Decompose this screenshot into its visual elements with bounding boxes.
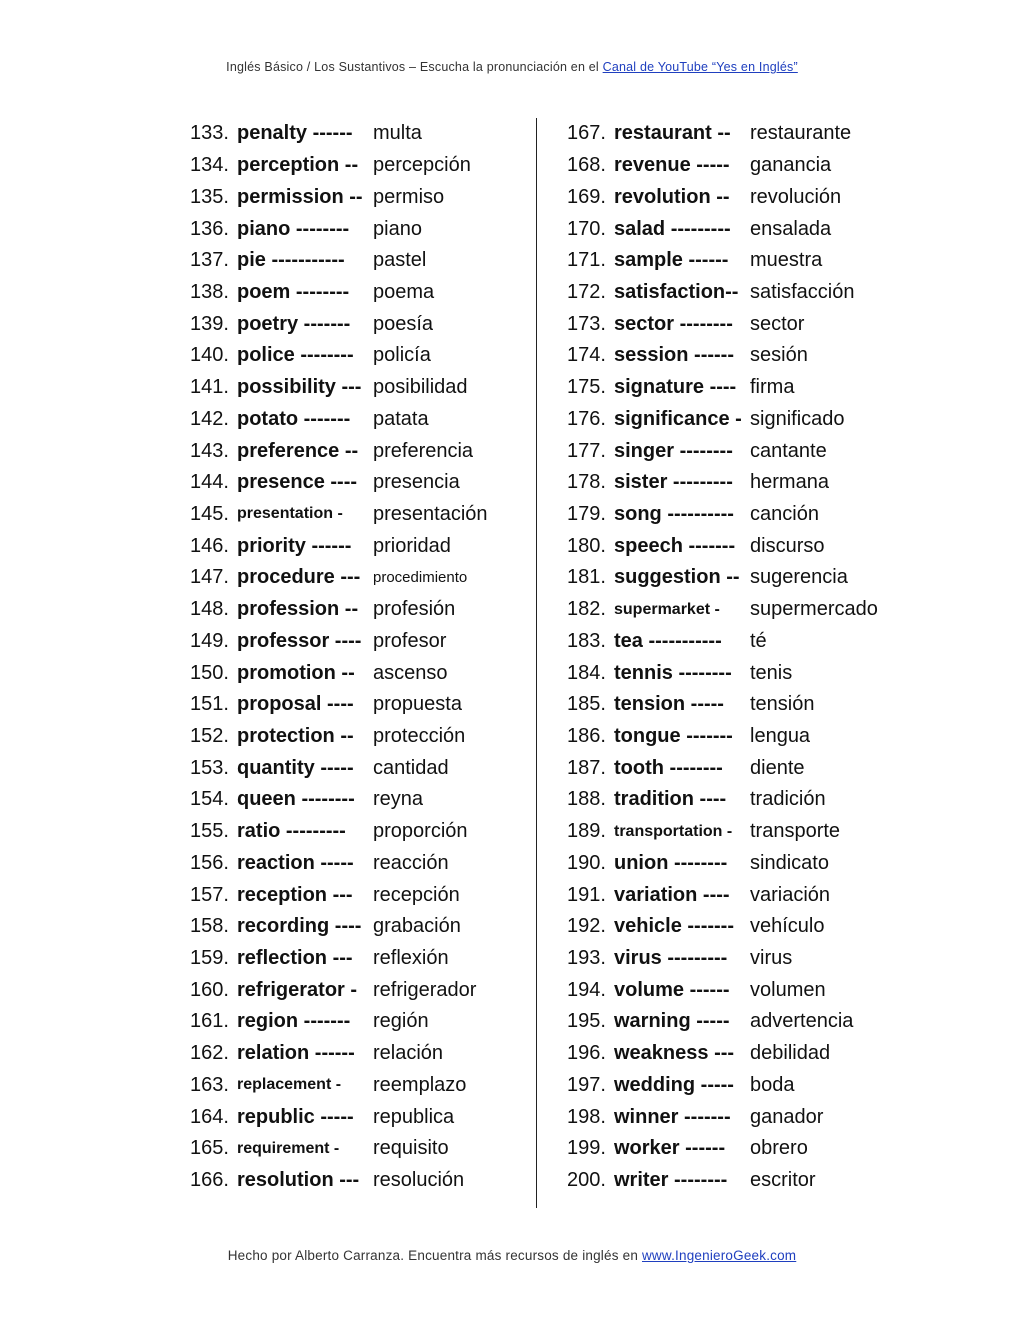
item-number: 198. — [567, 1105, 606, 1128]
item-number: 140. — [190, 344, 229, 367]
vocab-row — [567, 467, 907, 499]
item-number: 137. — [190, 249, 229, 272]
english-word: requirement - — [237, 1139, 340, 1157]
english-word: supermarket - — [614, 600, 720, 618]
vocab-row — [190, 879, 535, 911]
english-word: satisfaction-- — [614, 280, 739, 303]
spanish-translation: cantidad — [373, 756, 449, 779]
vocab-row — [567, 879, 907, 911]
spanish-translation: propuesta — [373, 693, 462, 716]
english-word: revolution -- — [614, 185, 730, 208]
english-word: virus --------- — [614, 947, 728, 970]
item-number: 187. — [567, 756, 606, 779]
english-word: tennis -------- — [614, 661, 732, 684]
spanish-translation: transporte — [750, 820, 841, 843]
spanish-translation: profesor — [373, 629, 447, 652]
spanish-translation: debilidad — [750, 1042, 831, 1065]
item-number: 138. — [190, 280, 229, 303]
vocab-row — [190, 1165, 535, 1197]
item-number: 135. — [190, 185, 229, 208]
vocab-row — [190, 562, 535, 594]
vocab-row — [190, 594, 535, 626]
item-number: 186. — [567, 725, 606, 748]
spanish-translation: sector — [750, 312, 805, 335]
english-word: potato ------- — [237, 407, 351, 430]
vocab-row — [567, 974, 907, 1006]
spanish-translation: revolución — [750, 185, 842, 208]
item-number: 168. — [567, 154, 606, 177]
vocab-row — [567, 1070, 907, 1102]
item-number: 175. — [567, 376, 606, 399]
vocab-row — [567, 213, 907, 245]
english-word: writer -------- — [614, 1169, 728, 1192]
item-number: 170. — [567, 217, 606, 240]
item-number: 154. — [190, 788, 229, 811]
vocab-row — [567, 118, 907, 150]
vocab-row — [567, 689, 907, 721]
spanish-translation: ganador — [750, 1105, 824, 1128]
spanish-translation: percepción — [373, 154, 471, 177]
english-word: session ------ — [614, 344, 734, 367]
vocab-row — [567, 816, 907, 848]
english-word: revenue ----- — [614, 154, 730, 177]
spanish-translation: recepción — [373, 883, 460, 906]
vocab-row — [190, 277, 535, 309]
english-word: tradition ---- — [614, 788, 727, 811]
vocab-row — [567, 721, 907, 753]
vocab-row — [190, 308, 535, 340]
english-word: suggestion -- — [614, 566, 740, 589]
spanish-translation: virus — [750, 947, 793, 970]
english-word: republic ----- — [237, 1105, 354, 1128]
item-number: 167. — [567, 122, 606, 145]
english-word: pie ----------- — [237, 249, 345, 272]
spanish-translation: profesión — [373, 598, 456, 621]
page-header — [0, 60, 1024, 74]
item-number: 166. — [190, 1169, 229, 1192]
spanish-translation: canción — [750, 502, 819, 525]
vocab-row — [567, 308, 907, 340]
english-word: tension ----- — [614, 693, 724, 716]
spanish-translation: presencia — [373, 471, 460, 494]
english-word: penalty ------ — [237, 122, 353, 145]
spanish-translation: multa — [373, 122, 422, 145]
item-number: 145. — [190, 502, 229, 525]
english-word: vehicle ------- — [614, 915, 734, 938]
item-number: 152. — [190, 725, 229, 748]
vocabulary-list-right — [567, 118, 907, 1196]
spanish-translation: posibilidad — [373, 376, 468, 399]
english-word: union -------- — [614, 851, 728, 874]
spanish-translation: reacción — [373, 851, 449, 874]
item-number: 196. — [567, 1042, 606, 1065]
english-word: police -------- — [237, 344, 354, 367]
item-number: 177. — [567, 439, 606, 462]
vocab-row — [567, 150, 907, 182]
vocab-row — [567, 499, 907, 531]
vocab-row — [190, 848, 535, 880]
english-word: protection -- — [237, 725, 354, 748]
vocab-row — [567, 277, 907, 309]
item-number: 193. — [567, 947, 606, 970]
vocab-row — [190, 626, 535, 658]
item-number: 149. — [190, 629, 229, 652]
vocab-row — [567, 943, 907, 975]
english-word: salad --------- — [614, 217, 731, 240]
item-number: 173. — [567, 312, 606, 335]
spanish-translation: poesía — [373, 312, 434, 335]
english-word: resolution --- — [237, 1169, 360, 1192]
english-word: professor ---- — [237, 629, 362, 652]
spanish-translation: grabación — [373, 915, 461, 938]
english-word: speech ------- — [614, 534, 736, 557]
vocab-row — [190, 1038, 535, 1070]
english-word: variation ---- — [614, 883, 730, 906]
spanish-translation: reyna — [373, 788, 424, 811]
item-number: 169. — [567, 185, 606, 208]
spanish-translation: sugerencia — [750, 566, 848, 589]
english-word: preference -- — [237, 439, 359, 462]
item-number: 191. — [567, 883, 606, 906]
item-number: 200. — [567, 1169, 606, 1192]
vocab-row — [190, 467, 535, 499]
english-word: tea ----------- — [614, 629, 722, 652]
vocab-row — [190, 213, 535, 245]
spanish-translation: significado — [750, 407, 845, 430]
vocab-row — [567, 1101, 907, 1133]
spanish-translation: permiso — [373, 185, 445, 208]
vocab-row — [190, 150, 535, 182]
vocab-row — [190, 1101, 535, 1133]
spanish-translation: piano — [373, 217, 422, 240]
english-word: region ------- — [237, 1010, 351, 1033]
vocab-row — [190, 1070, 535, 1102]
english-word: winner ------- — [614, 1105, 731, 1128]
item-number: 181. — [567, 566, 606, 589]
spanish-translation: tradición — [750, 788, 826, 811]
spanish-translation: refrigerador — [373, 978, 477, 1001]
vocab-row — [567, 657, 907, 689]
spanish-translation: pastel — [373, 249, 427, 272]
item-number: 146. — [190, 534, 229, 557]
vocab-row — [190, 1133, 535, 1165]
english-word: priority ------ — [237, 534, 352, 557]
spanish-translation: región — [373, 1010, 429, 1033]
spanish-translation: prioridad — [373, 534, 451, 557]
item-number: 151. — [190, 693, 229, 716]
vocab-row — [190, 181, 535, 213]
vocab-row — [567, 594, 907, 626]
english-word: relation ------ — [237, 1042, 355, 1065]
vocab-row — [567, 752, 907, 784]
english-word: signature ---- — [614, 376, 737, 399]
english-word: restaurant -- — [614, 122, 731, 145]
item-number: 176. — [567, 407, 606, 430]
item-number: 184. — [567, 661, 606, 684]
vocab-row — [567, 626, 907, 658]
vocab-row — [567, 848, 907, 880]
english-word: procedure --- — [237, 566, 361, 589]
english-word: volume ------ — [614, 978, 730, 1001]
english-word: presence ---- — [237, 471, 358, 494]
item-number: 161. — [190, 1010, 229, 1033]
english-word: warning ----- — [614, 1010, 730, 1033]
item-number: 195. — [567, 1010, 606, 1033]
english-word: sister --------- — [614, 471, 733, 494]
footer-text: Hecho por Alberto Carranza. Encuentra más recursos de inglés en — [227, 1248, 639, 1263]
spanish-translation: sesión — [750, 344, 808, 367]
english-word: possibility --- — [237, 376, 362, 399]
spanish-translation: preferencia — [373, 439, 474, 462]
item-number: 197. — [567, 1073, 606, 1096]
spanish-translation: volumen — [750, 978, 826, 1001]
spanish-translation: supermercado — [750, 598, 878, 621]
spanish-translation: firma — [750, 376, 795, 399]
english-word: transportation - — [614, 822, 733, 840]
spanish-translation: té — [750, 629, 767, 652]
vocab-row — [190, 689, 535, 721]
item-number: 157. — [190, 883, 229, 906]
english-word: profession -- — [237, 598, 359, 621]
english-word: worker ------ — [614, 1137, 726, 1160]
vocab-row — [567, 372, 907, 404]
vocab-row — [190, 372, 535, 404]
item-number: 147. — [190, 566, 229, 589]
english-word: quantity ----- — [237, 756, 354, 779]
vocab-row — [190, 499, 535, 531]
item-number: 174. — [567, 344, 606, 367]
vocab-row — [190, 657, 535, 689]
vocab-row — [567, 1038, 907, 1070]
item-number: 172. — [567, 280, 606, 303]
item-number: 162. — [190, 1042, 229, 1065]
english-word: queen -------- — [237, 788, 355, 811]
english-word: singer -------- — [614, 439, 733, 462]
english-word: sample ------ — [614, 249, 729, 272]
spanish-translation: proporción — [373, 820, 468, 843]
item-number: 160. — [190, 978, 229, 1001]
item-number: 185. — [567, 693, 606, 716]
vocab-row — [190, 1006, 535, 1038]
vocab-row — [190, 943, 535, 975]
item-number: 178. — [567, 471, 606, 494]
english-word: sector -------- — [614, 312, 733, 335]
vocab-row — [190, 784, 535, 816]
item-number: 155. — [190, 820, 229, 843]
vocab-row — [190, 974, 535, 1006]
vocab-row — [567, 562, 907, 594]
vocab-row — [567, 245, 907, 277]
vocab-row — [190, 118, 535, 150]
english-word: promotion -- — [237, 661, 355, 684]
spanish-translation: patata — [373, 407, 429, 430]
english-word: poem -------- — [237, 280, 350, 303]
vocab-row — [190, 816, 535, 848]
spanish-translation: lengua — [750, 725, 811, 748]
spanish-translation: ensalada — [750, 217, 832, 240]
youtube-channel-link[interactable]: Canal de YouTube “Yes en Inglés” — [602, 60, 798, 74]
item-number: 141. — [190, 376, 229, 399]
vocab-row — [567, 911, 907, 943]
spanish-translation: reflexión — [373, 947, 449, 970]
spanish-translation: ascenso — [373, 661, 448, 684]
item-number: 150. — [190, 661, 229, 684]
english-word: reaction ----- — [237, 851, 354, 874]
english-word: perception -- — [237, 154, 359, 177]
website-link[interactable]: www.IngenieroGeek.com — [641, 1248, 797, 1263]
vocab-row — [567, 181, 907, 213]
item-number: 143. — [190, 439, 229, 462]
item-number: 189. — [567, 820, 606, 843]
vocab-row — [190, 403, 535, 435]
item-number: 182. — [567, 598, 606, 621]
english-word: piano -------- — [237, 217, 350, 240]
vocab-row — [567, 403, 907, 435]
english-word: tongue ------- — [614, 725, 733, 748]
item-number: 159. — [190, 947, 229, 970]
vocab-row — [190, 911, 535, 943]
vocab-row — [567, 1006, 907, 1038]
spanish-translation: hermana — [750, 471, 829, 494]
english-word: reflection --- — [237, 947, 353, 970]
spanish-translation: resolución — [373, 1169, 465, 1192]
english-word: wedding ----- — [614, 1073, 734, 1096]
vocab-row — [190, 530, 535, 562]
english-word: permission -- — [237, 185, 363, 208]
vocab-row — [567, 340, 907, 372]
spanish-translation: advertencia — [750, 1010, 854, 1033]
spanish-translation: tenis — [750, 661, 793, 684]
english-word: presentation - — [237, 505, 343, 523]
spanish-translation: restaurante — [750, 122, 852, 145]
vocabulary-list-left — [190, 118, 535, 1196]
spanish-translation: sindicato — [750, 851, 829, 874]
spanish-translation: poema — [373, 280, 435, 303]
item-number: 171. — [567, 249, 606, 272]
spanish-translation: diente — [750, 756, 805, 779]
item-number: 142. — [190, 407, 229, 430]
spanish-translation: relación — [373, 1042, 444, 1065]
english-word: song ---------- — [614, 502, 734, 525]
header-text: Inglés Básico / Los Sustantivos – Escucha la pronunciación en el — [226, 60, 599, 74]
vocab-row — [567, 1165, 907, 1197]
item-number: 156. — [190, 851, 229, 874]
english-word: weakness --- — [614, 1042, 735, 1065]
english-word: tooth -------- — [614, 756, 723, 779]
column-divider — [536, 118, 537, 1208]
item-number: 183. — [567, 629, 606, 652]
spanish-translation: reemplazo — [373, 1073, 467, 1096]
english-word: ratio --------- — [237, 820, 346, 843]
vocab-row — [567, 1133, 907, 1165]
vocab-row — [567, 530, 907, 562]
vocab-row — [190, 340, 535, 372]
page-footer — [0, 1248, 1024, 1263]
item-number: 190. — [567, 851, 606, 874]
item-number: 165. — [190, 1137, 229, 1160]
english-word: refrigerator - — [237, 978, 358, 1001]
item-number: 136. — [190, 217, 229, 240]
vocab-row — [190, 435, 535, 467]
item-number: 133. — [190, 122, 229, 145]
vocab-row — [190, 721, 535, 753]
item-number: 144. — [190, 471, 229, 494]
item-number: 194. — [567, 978, 606, 1001]
english-word: proposal ---- — [237, 693, 354, 716]
item-number: 180. — [567, 534, 606, 557]
item-number: 188. — [567, 788, 606, 811]
spanish-translation: requisito — [373, 1137, 449, 1160]
spanish-translation: cantante — [750, 439, 827, 462]
spanish-translation: boda — [750, 1073, 795, 1096]
vocab-row — [567, 784, 907, 816]
item-number: 179. — [567, 502, 606, 525]
spanish-translation: tensión — [750, 693, 815, 716]
item-number: 139. — [190, 312, 229, 335]
english-word: reception --- — [237, 883, 353, 906]
spanish-translation: procedimiento — [373, 569, 468, 587]
item-number: 164. — [190, 1105, 229, 1128]
spanish-translation: escritor — [750, 1169, 816, 1192]
item-number: 199. — [567, 1137, 606, 1160]
spanish-translation: satisfacción — [750, 280, 855, 303]
english-word: recording ---- — [237, 915, 362, 938]
spanish-translation: variación — [750, 883, 831, 906]
spanish-translation: obrero — [750, 1137, 808, 1160]
english-word: poetry ------- — [237, 312, 351, 335]
spanish-translation: vehículo — [750, 915, 825, 938]
spanish-translation: discurso — [750, 534, 825, 557]
vocab-row — [190, 752, 535, 784]
spanish-translation: muestra — [750, 249, 823, 272]
vocab-row — [190, 245, 535, 277]
spanish-translation: ganancia — [750, 154, 832, 177]
item-number: 158. — [190, 915, 229, 938]
vocab-row — [567, 435, 907, 467]
item-number: 134. — [190, 154, 229, 177]
item-number: 192. — [567, 915, 606, 938]
spanish-translation: presentación — [373, 502, 488, 525]
item-number: 148. — [190, 598, 229, 621]
item-number: 153. — [190, 756, 229, 779]
spanish-translation: protección — [373, 725, 466, 748]
spanish-translation: policía — [373, 344, 431, 367]
english-word: replacement - — [237, 1076, 342, 1094]
item-number: 163. — [190, 1073, 229, 1096]
english-word: significance - — [614, 407, 742, 430]
spanish-translation: republica — [373, 1105, 455, 1128]
